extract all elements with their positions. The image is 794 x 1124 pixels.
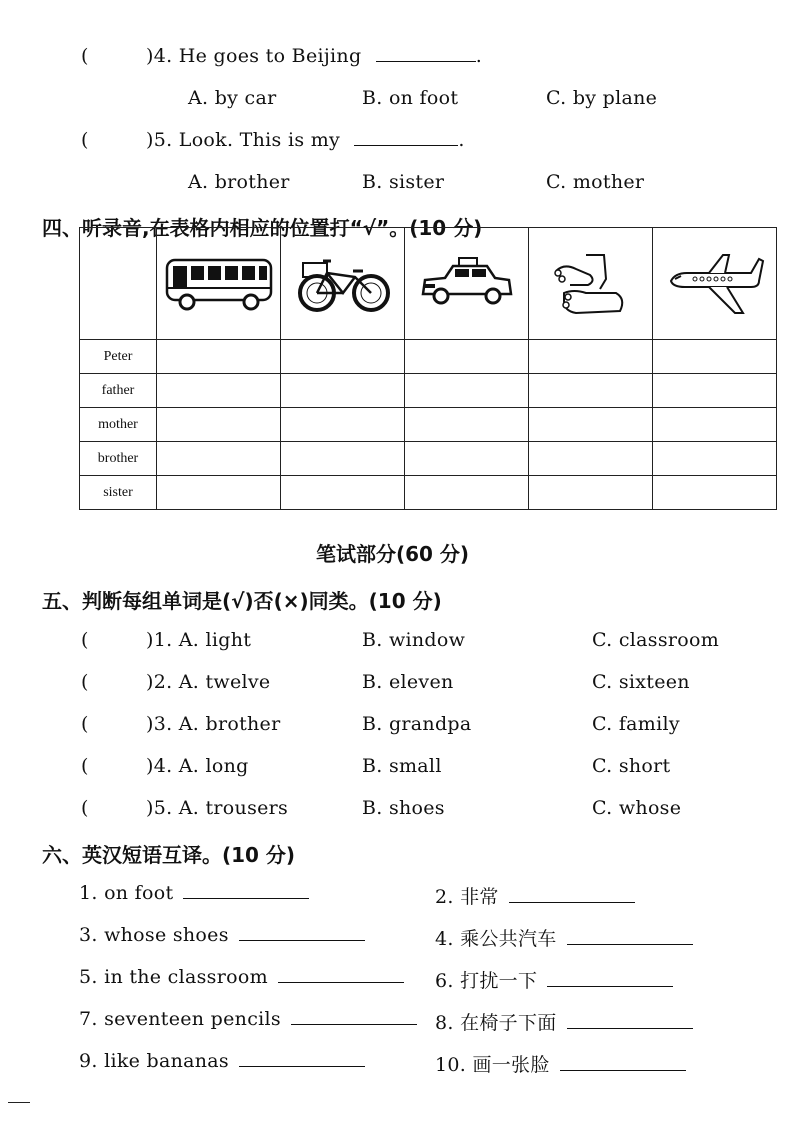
translate-item: [435, 882, 635, 909]
answer-cell[interactable]: [281, 442, 405, 476]
phrase: 9. like bananas: [79, 1050, 229, 1072]
section-5-heading: 五、判断每组单词是(√)否(×)同类。(10 分): [42, 589, 442, 613]
paren-open: (: [81, 797, 89, 819]
item-c: C. classroom: [592, 629, 720, 651]
answer-blank[interactable]: [278, 980, 404, 983]
item-b: B. eleven: [362, 671, 454, 693]
translate-item: [435, 924, 693, 951]
paren-open: (: [81, 629, 89, 651]
answer-blank[interactable]: [567, 942, 693, 945]
translate-item: [79, 924, 365, 946]
option-a: A. by car: [188, 87, 277, 109]
answer-cell[interactable]: [653, 408, 777, 442]
answer-cell[interactable]: [653, 340, 777, 374]
paren-open: (: [81, 129, 89, 151]
answer-blank[interactable]: [376, 59, 476, 62]
section-6-heading: 六、英汉短语互译。(10 分): [42, 843, 296, 867]
answer-cell[interactable]: [405, 442, 529, 476]
phrase: 4. 乘公共汽车: [435, 928, 557, 950]
row-label: brother: [80, 442, 157, 476]
feet-icon: [529, 228, 653, 340]
item-c: C. sixteen: [592, 671, 690, 693]
answer-cell[interactable]: [653, 374, 777, 408]
option-c: C. by plane: [546, 87, 658, 109]
answer-blank[interactable]: [291, 1022, 417, 1025]
item-b: B. small: [362, 755, 442, 777]
answer-cell[interactable]: [653, 442, 777, 476]
phrase: 6. 打扰一下: [435, 970, 538, 992]
period: .: [475, 45, 483, 67]
answer-blank[interactable]: [354, 143, 458, 146]
item-c: C. short: [592, 755, 671, 777]
section-4-heading: 四、听录音,在表格内相应的位置打“√”。(10 分): [42, 216, 483, 240]
translate-item: [79, 1008, 417, 1030]
item-a: )1. A. light: [146, 629, 252, 651]
answer-cell[interactable]: [281, 374, 405, 408]
car-icon: [405, 228, 529, 340]
question-text: )4. He goes to Beijing: [146, 45, 362, 67]
translate-item: [79, 882, 309, 904]
paren-open: (: [81, 755, 89, 777]
answer-cell[interactable]: [529, 374, 653, 408]
answer-cell[interactable]: [405, 340, 529, 374]
answer-cell[interactable]: [157, 442, 281, 476]
answer-cell[interactable]: [529, 442, 653, 476]
item-c: C. family: [592, 713, 680, 735]
row-label: father: [80, 374, 157, 408]
answer-cell[interactable]: [529, 340, 653, 374]
answer-cell[interactable]: [529, 476, 653, 510]
answer-blank[interactable]: [567, 1026, 693, 1029]
answer-cell[interactable]: [157, 374, 281, 408]
listening-table: [79, 227, 777, 510]
phrase: 5. in the classroom: [79, 966, 268, 988]
translate-item: [435, 966, 673, 993]
written-part-heading: 笔试部分(60 分): [316, 542, 470, 566]
option-a: A. brother: [188, 171, 290, 193]
answer-cell[interactable]: [281, 476, 405, 510]
item-a: )2. A. twelve: [146, 671, 271, 693]
answer-cell[interactable]: [405, 408, 529, 442]
item-a: )4. A. long: [146, 755, 249, 777]
row-label: mother: [80, 408, 157, 442]
translate-item: [79, 966, 404, 988]
answer-cell[interactable]: [157, 340, 281, 374]
question-text: )5. Look. This is my: [146, 129, 341, 151]
answer-cell[interactable]: [157, 476, 281, 510]
answer-blank[interactable]: [239, 1064, 365, 1067]
phrase: 3. whose shoes: [79, 924, 229, 946]
question-3-4: [146, 45, 482, 67]
answer-cell[interactable]: [529, 408, 653, 442]
translate-item: [435, 1050, 686, 1077]
period: .: [458, 129, 465, 151]
answer-cell[interactable]: [281, 340, 405, 374]
item-b: B. window: [362, 629, 466, 651]
page-footer-rule: [8, 1102, 30, 1103]
answer-cell[interactable]: [405, 374, 529, 408]
paren-open: (: [81, 45, 89, 67]
phrase: 1. on foot: [79, 882, 174, 904]
answer-cell[interactable]: [653, 476, 777, 510]
bus-icon: [157, 228, 281, 340]
item-a: )3. A. brother: [146, 713, 281, 735]
row-label: sister: [80, 476, 157, 510]
phrase: 2. 非常: [435, 886, 499, 908]
phrase: 7. seventeen pencils: [79, 1008, 281, 1030]
answer-blank[interactable]: [560, 1068, 686, 1071]
answer-cell[interactable]: [157, 408, 281, 442]
paren-open: (: [81, 713, 89, 735]
paren-open: (: [81, 671, 89, 693]
answer-blank[interactable]: [239, 938, 365, 941]
question-3-5: [146, 129, 465, 151]
option-b: B. on foot: [362, 87, 459, 109]
answer-cell[interactable]: [405, 476, 529, 510]
bicycle-icon: [281, 228, 405, 340]
item-c: C. whose: [592, 797, 682, 819]
option-c: C. mother: [546, 171, 645, 193]
item-b: B. grandpa: [362, 713, 472, 735]
corner-cell: [80, 228, 157, 340]
row-label: Peter: [80, 340, 157, 374]
phrase: 10. 画一张脸: [435, 1054, 550, 1076]
item-a: )5. A. trousers: [146, 797, 289, 819]
option-b: B. sister: [362, 171, 445, 193]
translate-item: [435, 1008, 693, 1035]
answer-blank[interactable]: [183, 896, 309, 899]
answer-blank[interactable]: [509, 900, 635, 903]
translate-item: [79, 1050, 365, 1072]
phrase: 8. 在椅子下面: [435, 1012, 557, 1034]
answer-blank[interactable]: [547, 984, 673, 987]
item-b: B. shoes: [362, 797, 445, 819]
plane-icon: [653, 228, 777, 340]
answer-cell[interactable]: [281, 408, 405, 442]
